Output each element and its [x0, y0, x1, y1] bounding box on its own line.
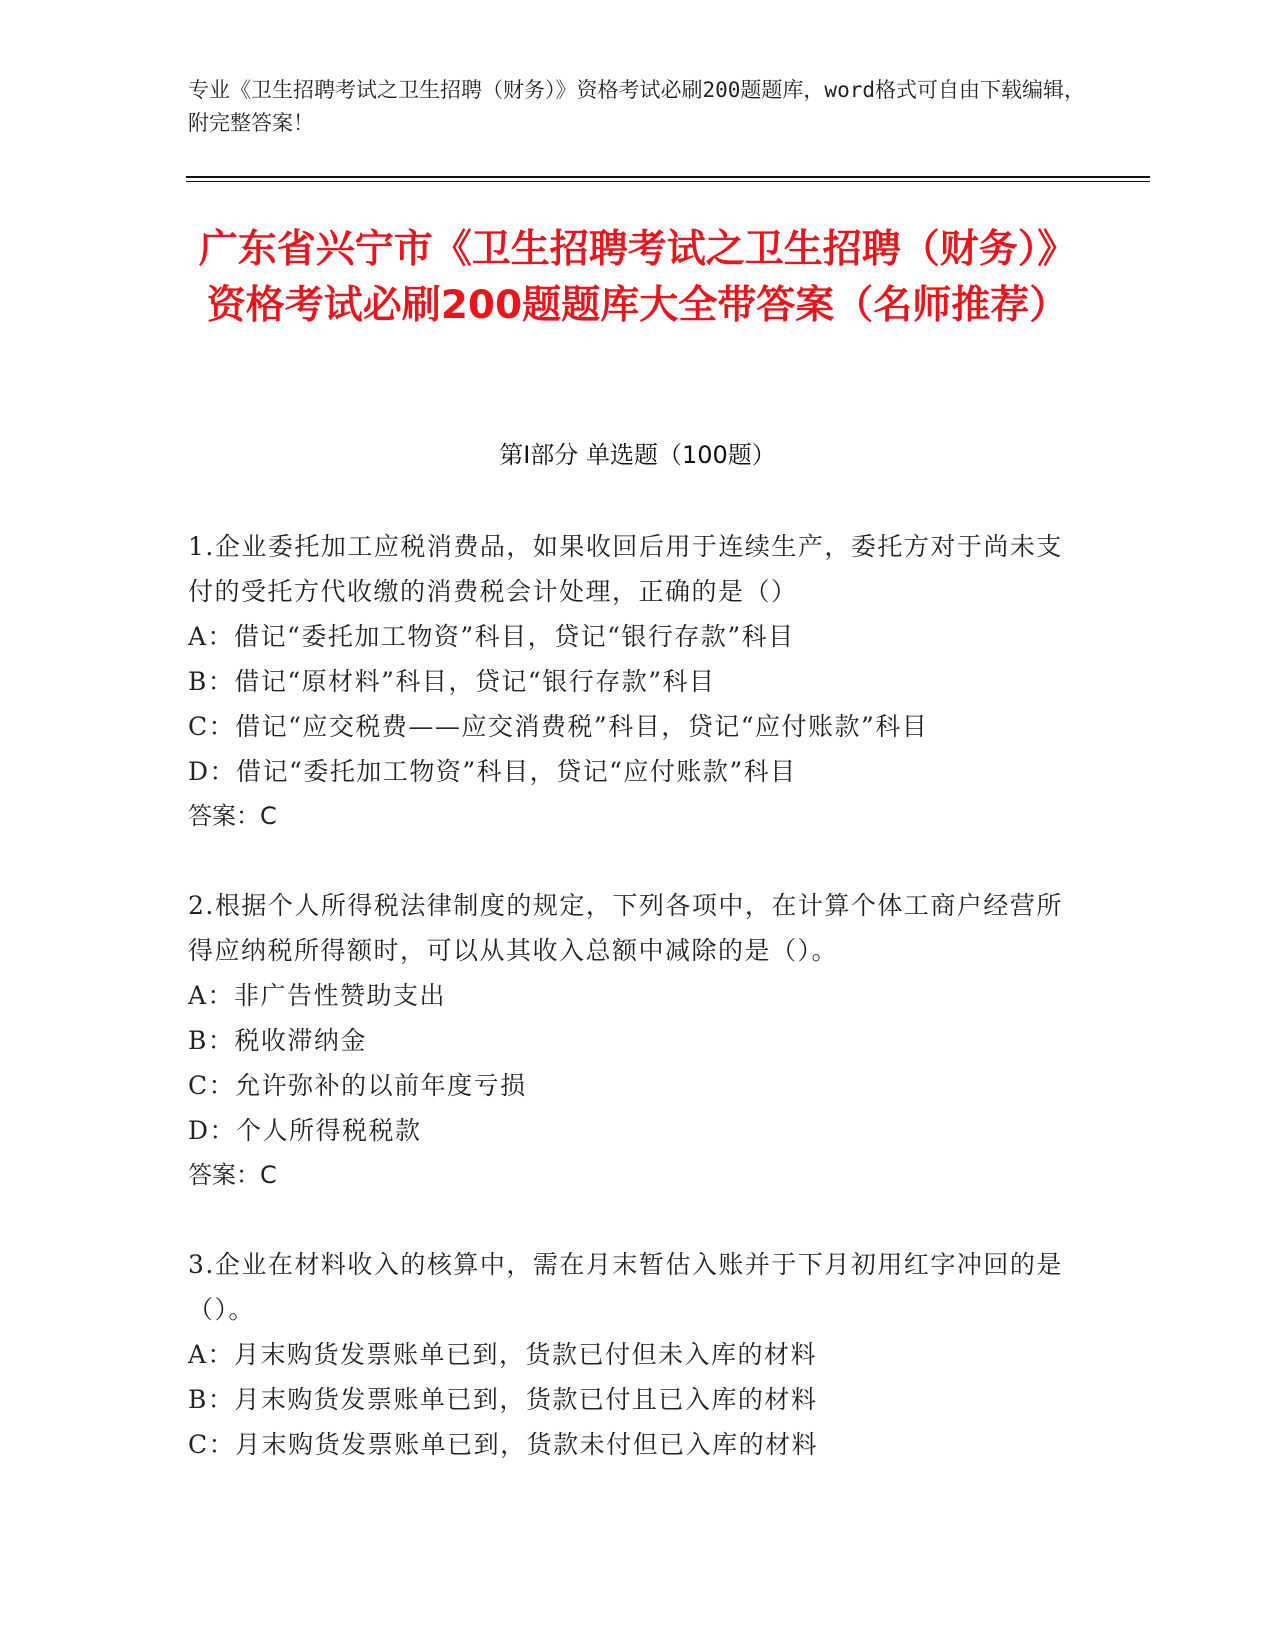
question-block: [188, 883, 1088, 1198]
question-stem: 3.企业在材料收入的核算中，需在月末暂估入账并于下月初用红字冲回的是（）。: [188, 1250, 1063, 1324]
option-c: C：月末购货发票账单已到，货款未付但已入库的材料: [188, 1430, 819, 1459]
option-b: B：税收滞纳金: [188, 1026, 367, 1055]
answer: 答案：C: [188, 802, 277, 830]
option-a: A：月末购货发票账单已到，货款已付但未入库的材料: [188, 1340, 818, 1369]
question-stem: 1.企业委托加工应税消费品，如果收回后用于连续生产，委托方对于尚未支付的受托方代收缴的消费税会计处理，正确的是（）: [188, 532, 1063, 606]
document-title: 广东省兴宁市《卫生招聘考试之卫生招聘（财务）》资格考试必刷200题题库大全带答案（名师推荐）: [198, 227, 1077, 328]
option-c: C：允许弥补的以前年度亏损: [188, 1071, 527, 1100]
option-d: D：个人所得税税款: [188, 1116, 422, 1145]
option-d: D：借记“委托加工物资”科目，贷记“应付账款”科目: [188, 757, 797, 786]
section-heading: 第Ⅰ部分 单选题（100题）: [499, 441, 776, 469]
header-note: 专业《卫生招聘考试之卫生招聘（财务）》资格考试必刷200题题库，word格式可自由下载编辑，附完整答案！: [188, 78, 1085, 135]
option-a: A：借记“委托加工物资”科目，贷记“银行存款”科目: [188, 622, 795, 651]
header-divider-thin: [186, 181, 1150, 182]
option-a: A：非广告性赞助支出: [188, 981, 447, 1010]
question-block: [188, 1242, 1088, 1467]
option-b: B：月末购货发票账单已到，货款已付且已入库的材料: [188, 1385, 818, 1414]
option-b: B：借记“原材料”科目，贷记“银行存款”科目: [188, 667, 716, 696]
option-c: C：借记“应交税费——应交消费税”科目，贷记“应付账款”科目: [188, 712, 929, 741]
answer: 答案：C: [188, 1161, 277, 1189]
question-stem: 2.根据个人所得税法律制度的规定，下列各项中，在计算个体工商户经营所得应纳税所得额时，可以从其收入总额中减除的是（）。: [188, 891, 1063, 965]
header-divider: [186, 176, 1150, 178]
question-block: [188, 524, 1088, 839]
